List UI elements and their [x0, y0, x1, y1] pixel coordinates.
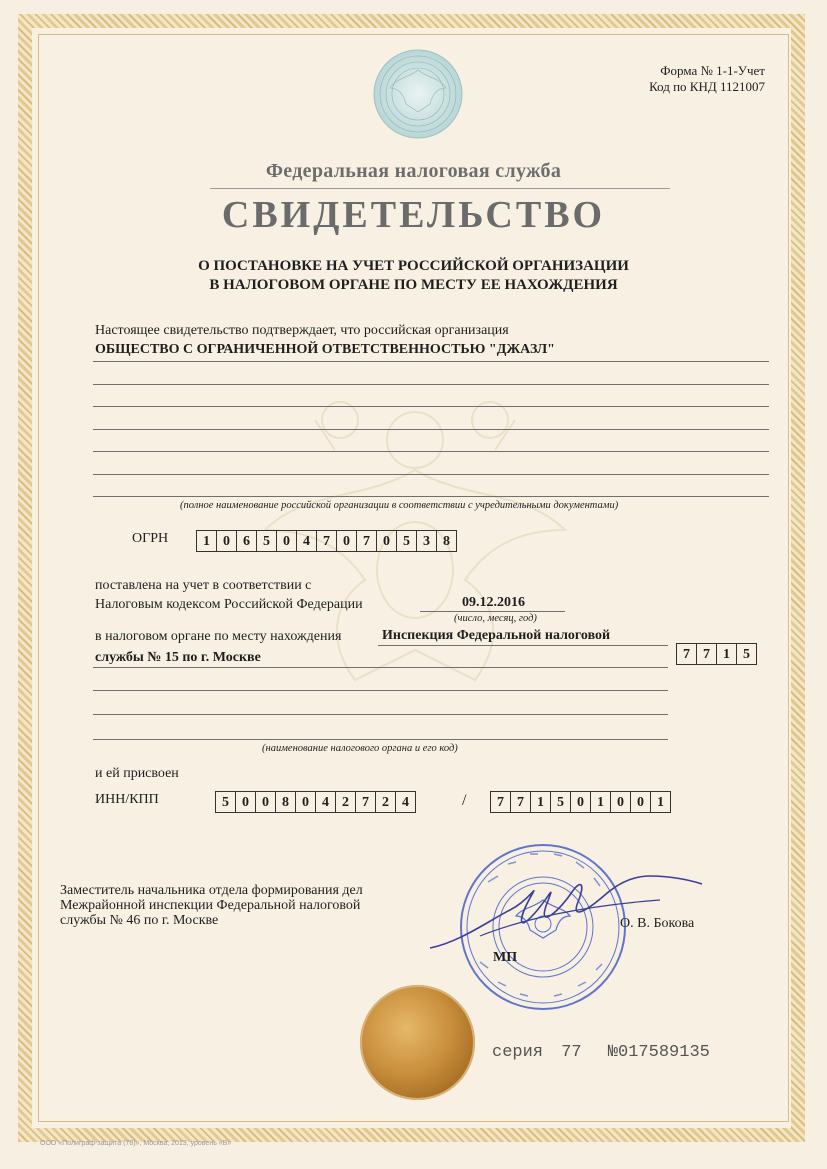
tax-code-digit: 5	[736, 643, 757, 665]
emblem-icon	[372, 48, 464, 140]
registration-date: 09.12.2016	[462, 595, 525, 610]
inn-kpp-separator: /	[462, 792, 467, 809]
inn-digit: 2	[335, 791, 356, 813]
mp-label: МП	[493, 950, 518, 965]
signature-icon	[420, 850, 710, 970]
inn-digit: 0	[235, 791, 256, 813]
registered-line-2: Налоговым кодексом Российской Федерации	[95, 597, 363, 612]
confirm-text: Настоящее свидетельство подтверждает, что российская организация	[95, 323, 509, 338]
inn-digit: 7	[355, 791, 376, 813]
tax-office-line	[93, 690, 668, 691]
org-line	[93, 406, 769, 407]
ogrn-boxes	[196, 530, 457, 552]
tax-office-name-1: Инспекция Федеральной налоговой	[382, 628, 611, 643]
subtitle-line-1: О ПОСТАНОВКЕ НА УЧЕТ РОССИЙСКОЙ ОРГАНИЗАЦИИ	[198, 258, 629, 274]
tax-office-line	[378, 645, 668, 646]
kpp-digit: 7	[490, 791, 511, 813]
inn-boxes	[215, 791, 416, 813]
kpp-digit: 1	[650, 791, 671, 813]
inn-digit: 5	[215, 791, 236, 813]
date-caption: (число, месяц, год)	[454, 613, 537, 624]
tax-office-code-boxes	[676, 643, 757, 665]
signatory-line-1: Заместитель начальника отдела формирования дел	[60, 883, 363, 898]
ogrn-digit: 0	[216, 530, 237, 552]
kpp-digit: 1	[530, 791, 551, 813]
org-line	[93, 384, 769, 385]
printer-footer: ООО «Полиграф-защита (78)», Москва, 2013, уровень «В»	[40, 1140, 232, 1147]
ogrn-digit: 0	[276, 530, 297, 552]
inn-digit: 8	[275, 791, 296, 813]
inn-digit: 4	[395, 791, 416, 813]
signatory-line-3: службы № 46 по г. Москве	[60, 913, 219, 928]
tax-code-digit: 7	[676, 643, 697, 665]
ogrn-digit: 1	[196, 530, 217, 552]
kpp-digit: 0	[570, 791, 591, 813]
tax-code-digit: 1	[716, 643, 737, 665]
ogrn-digit: 0	[336, 530, 357, 552]
agency-name: Федеральная налоговая служба	[265, 160, 562, 182]
kpp-digit: 0	[630, 791, 651, 813]
tax-code-digit: 7	[696, 643, 717, 665]
ogrn-digit: 4	[296, 530, 317, 552]
signatory-name: О. В. Бокова	[620, 916, 695, 931]
serial-series: 77	[561, 1043, 582, 1062]
assigned-text: и ей присвоен	[95, 766, 179, 781]
serial-label: серия	[492, 1043, 544, 1062]
org-line	[93, 474, 769, 475]
date-line	[420, 611, 565, 612]
inn-digit: 4	[315, 791, 336, 813]
ogrn-digit: 0	[376, 530, 397, 552]
document-title: СВИДЕТЕЛЬСТВО	[221, 194, 606, 236]
inn-kpp-label: ИНН/КПП	[95, 792, 159, 807]
ogrn-digit: 3	[416, 530, 437, 552]
kpp-digit: 7	[510, 791, 531, 813]
organization-name: ОБЩЕСТВО С ОГРАНИЧЕННОЙ ОТВЕТСТВЕННОСТЬЮ "ДЖАЗЛ"	[95, 342, 555, 357]
signatory-title	[60, 883, 363, 928]
ogrn-digit: 7	[316, 530, 337, 552]
ogrn-digit: 6	[236, 530, 257, 552]
ogrn-digit: 5	[256, 530, 277, 552]
tax-office-caption: (наименование налогового органа и его код)	[262, 743, 458, 754]
tax-office-line	[93, 739, 668, 740]
ogrn-digit: 8	[436, 530, 457, 552]
tax-office-line	[93, 714, 668, 715]
tax-office-name-2: службы № 15 по г. Москве	[95, 650, 261, 665]
org-line	[93, 429, 769, 430]
inn-digit: 0	[255, 791, 276, 813]
hologram-seal	[360, 985, 475, 1100]
tax-office-prefix: в налоговом органе по месту нахождения	[95, 629, 342, 644]
inn-digit: 2	[375, 791, 396, 813]
serial-number	[492, 1043, 710, 1062]
kpp-digit: 0	[610, 791, 631, 813]
kpp-boxes	[490, 791, 671, 813]
serial-no: №017589135	[607, 1043, 710, 1062]
ogrn-digit: 7	[356, 530, 377, 552]
form-line-1: Форма № 1-1-Учет	[660, 63, 765, 78]
document-subtitle	[0, 257, 827, 295]
registered-line-1: поставлена на учет в соответствии с	[95, 578, 312, 593]
kpp-digit: 1	[590, 791, 611, 813]
kod-knd: Код по КНД 1121007	[649, 79, 765, 94]
org-line	[93, 451, 769, 452]
kpp-digit: 5	[550, 791, 571, 813]
org-line	[93, 361, 769, 362]
subtitle-line-2: В НАЛОГОВОМ ОРГАНЕ ПО МЕСТУ ЕЕ НАХОЖДЕНИЯ	[209, 277, 618, 293]
org-line	[93, 496, 769, 497]
tax-office-line	[93, 667, 668, 668]
ogrn-label: ОГРН	[132, 531, 169, 546]
agency-divider	[210, 188, 670, 189]
ogrn-digit: 5	[396, 530, 417, 552]
signatory-line-2: Межрайонной инспекции Федеральной налоговой	[60, 898, 361, 913]
org-caption: (полное наименование российской организации в соответствии с учредительными документами)	[180, 500, 619, 511]
inn-digit: 0	[295, 791, 316, 813]
form-number	[649, 63, 765, 95]
